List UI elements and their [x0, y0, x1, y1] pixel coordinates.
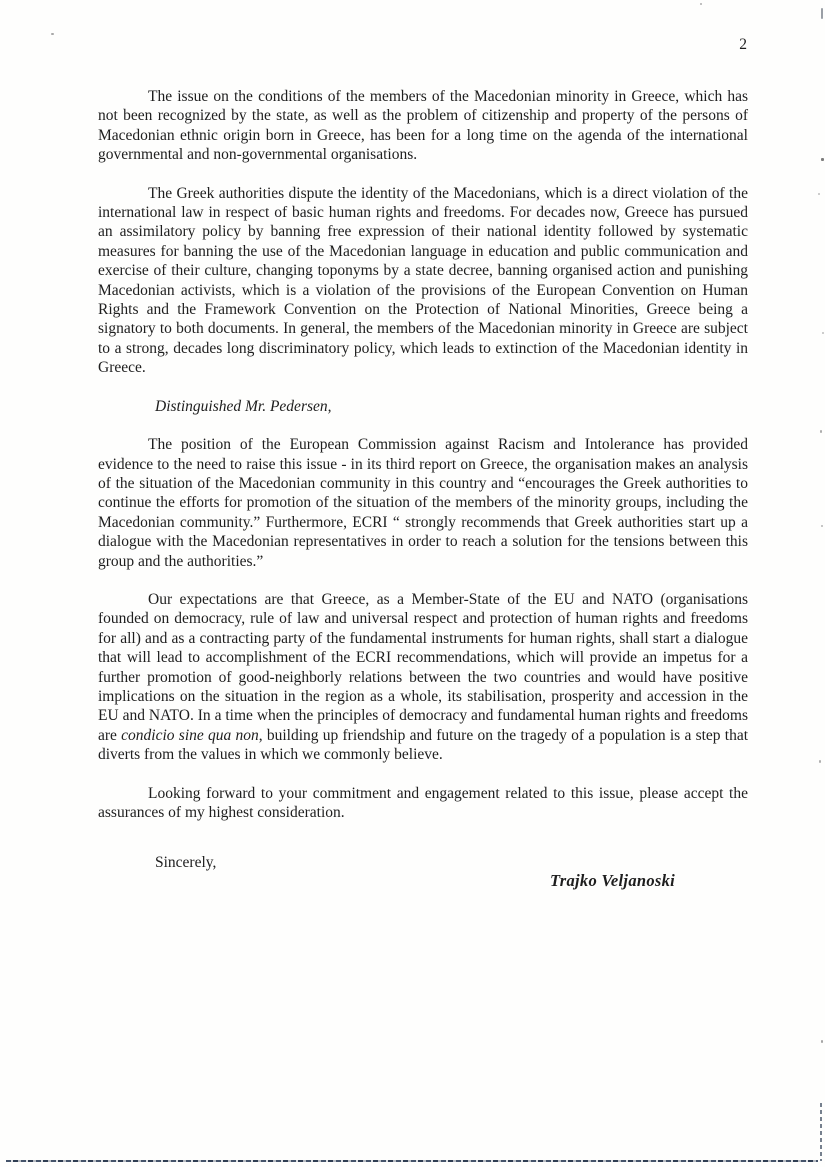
latin-phrase: condicio sine qua non	[121, 726, 259, 744]
paragraph-expectations	[98, 590, 748, 765]
paragraph-expectations-text-end: , building up friendship and future on the tragedy of a population is a step that diverts from the values in which we commonly believe.	[98, 726, 749, 764]
scan-speck	[820, 430, 822, 433]
scan-speck	[821, 525, 823, 527]
paragraph-ecri-position: The position of the European Commission against Racism and Intolerance has provided evidence to the need to raise this issue - in its third report on Greece, the organisation makes an analysis of the situation of the Macedonian community in this country and “encourages the Greek authorities to continue the efforts for promotion of the situation of the members of the minority groups, including the Macedonian community.” Furthermore, ECRI “ strongly recommends that Greek authorities start up a dialogue with the Macedonian representatives in order to reach a solution for the tensions between this group and the authorities.”	[98, 436, 748, 570]
scan-artifact-bottom-line	[6, 1160, 818, 1162]
paragraph-minority-conditions: The issue on the conditions of the members of the Macedonian minority in Greece, which has not been recognized by the state, as well as the problem of citizenship and property of the persons of Macedonian ethnic origin born in Greece, has been for a long time on the agenda of the international governmental and non-governmental organisations.	[98, 88, 748, 164]
paragraph-greek-authorities: The Greek authorities dispute the identity of the Macedonians, which is a direct violation of the international law in respect of basic human rights and freedoms. For decades now, Greece has pursued an assimilatory policy by banning free expression of their national identity followed by systematic measures for banning the use of the Macedonian language in education and public communication and exercise of their culture, changing toponyms by a state decree, banning organised action and punishing Macedonian activists, which is a violation of the provisions of the European Convention on Human Rights and the Framework Convention on the Protection of National Minorities, Greece being a signatory to both documents. In general, the members of the Macedonian minority in Greece are subject to a strong, decades long discriminatory policy, which leads to extinction of the Macedonian identity in Greece.	[98, 184, 748, 377]
scan-speck	[821, 1040, 823, 1043]
letter-body	[98, 87, 748, 890]
paragraph-looking-forward: Looking forward to your commitment and engagement related to this issue, please accept the assurances of my highest consideration.	[98, 784, 748, 821]
salutation: Distinguished Mr. Pedersen,	[155, 397, 332, 415]
scan-speck	[818, 193, 820, 195]
page-number: 2	[739, 36, 747, 53]
scan-artifact-corner-dash	[820, 1103, 822, 1161]
scan-speck	[821, 158, 824, 161]
paragraph-expectations-text: Our expectations are that Greece, as a Member-State of the EU and NATO (organisations founded on democracy, rule of law and universal respect and protection of human rights and freedoms for all) and as a contracting party of the fundamental instruments for human rights, shall start a dialogue that will lead to accomplishment of the ECRI recommendations, which will provide an impetus for a further promotion of good-neighborly relations between the two countries and would have positive implications on the situation in the region as a whole, its stabilisation, prosperity and accession in the EU and NATO. In a time when the principles of democracy and fundamental human rights and freedoms are	[98, 590, 748, 744]
scan-speck	[819, 760, 821, 763]
signature-name: Trajko Veljanoski	[550, 870, 676, 890]
scan-speck	[700, 3, 702, 5]
closing: Sincerely,	[155, 854, 217, 872]
scan-speck	[821, 8, 823, 19]
scan-speck	[822, 332, 824, 334]
scan-speck	[51, 33, 54, 35]
